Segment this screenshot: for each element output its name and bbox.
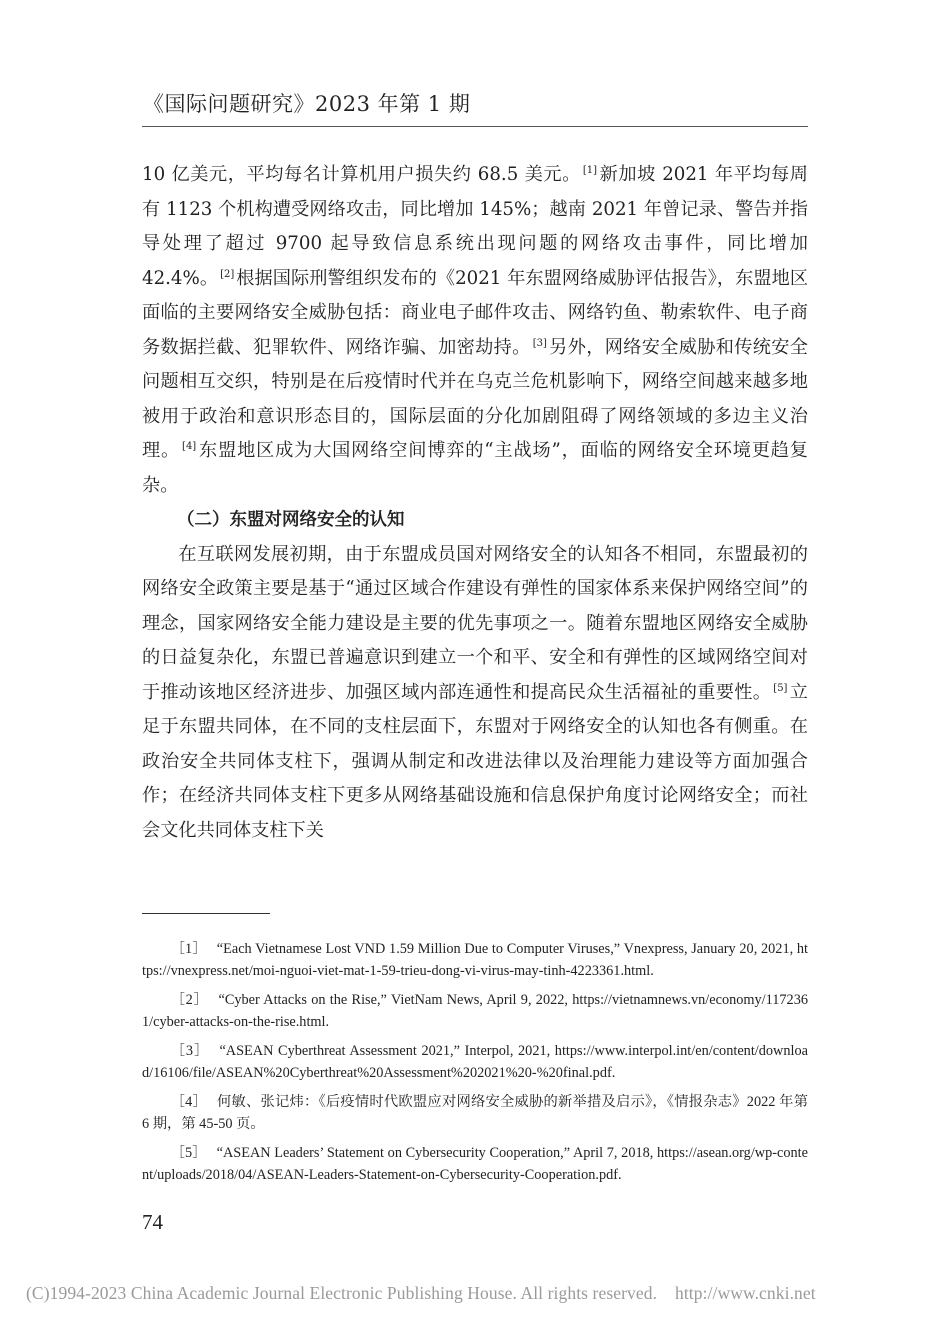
- page-number: 74: [142, 1210, 163, 1234]
- text-span: 立足于东盟共同体，在不同的支柱层面下，东盟对于网络安全的认知也各有侧重。在政治安全共同体支柱下，强调从制定和改进法律以及治理能力建设等方面加强合作；在经济共同体支柱下更多从网络基础设施和信息保护角度讨论网络安全；而社会文化共同体支柱下关: [142, 681, 808, 841]
- footnotes: [142, 938, 808, 1193]
- footnote-text: “Cyber Attacks on the Rise,” VietNam News, April 9, 2022, https://vietnamnews.vn/economy/1172361/cyber-attacks-on-the-rise.html.: [142, 992, 808, 1030]
- footnote-5: [142, 1142, 808, 1186]
- footnote-2: [142, 989, 808, 1033]
- footnote-ref-3[interactable]: [3]: [532, 337, 547, 349]
- footnote-number: ［3］: [170, 1043, 210, 1059]
- paragraph-1: [142, 158, 808, 503]
- section-heading: （二）东盟对网络安全的认知: [177, 510, 405, 530]
- footnote-ref-2[interactable]: [2]: [220, 268, 235, 280]
- footnote-ref-1[interactable]: [1]: [582, 165, 598, 176]
- copyright-watermark: (C)1994-2023 China Academic Journal Electronic Publishing House. All rights reserved. http://www.cnki.net: [26, 1283, 816, 1303]
- footnote-divider: [142, 913, 270, 914]
- footnote-1: [142, 938, 808, 982]
- text-span: 10 亿美元，平均每名计算机用户损失约 68.5 美元。: [142, 164, 581, 185]
- text-span: 东盟地区成为大国网络空间博弈的“主战场”，面临的网络安全环境更趋复杂。: [142, 440, 808, 496]
- footnote-number: ［4］: [170, 1094, 207, 1110]
- footnote-ref-4[interactable]: [4]: [182, 441, 197, 452]
- paragraph-2: [142, 538, 808, 849]
- footnote-ref-5[interactable]: [5]: [773, 682, 788, 694]
- text-span: 根据国际刑警组织发布的《2021 年东盟网络威胁评估报告》，东盟地区面临的主要网络安全威胁包括：商业电子邮件攻击、网络钓鱼、勒索软件、电子商务数据拦截、犯罪软件、网络诈骗、加密劫持。: [142, 267, 809, 358]
- header-divider: [142, 126, 808, 127]
- text-span: 在互联网发展初期，由于东盟成员国对网络安全的认知各不相同，东盟最初的网络安全政策主要是基于“通过区域合作建设有弹性的国家体系来保护网络空间”的理念，国家网络安全能力建设是主要的优先事项之一。随着东盟地区网络安全威胁的日益复杂化，东盟已普遍意识到建立一个和平、安全和有弹性的区域网络空间对于推动该地区经济进步、加强区域内部连通性和提高民众生活福祉的重要性。: [142, 543, 808, 703]
- footnote-4: [142, 1091, 808, 1135]
- footnote-3: [142, 1040, 808, 1084]
- footnote-number: ［1］: [170, 941, 207, 957]
- footnote-number: ［2］: [170, 992, 209, 1008]
- footnote-text: 何敏、张记炜：《后疫情时代欧盟应对网络安全威胁的新举措及启示》，《情报杂志》2022 年第 6 期，第 45-50 页。: [142, 1094, 808, 1132]
- text-span: 新加坡 2021 年平均每周有 1123 个机构遭受网络攻击，同比增加 145%；越南 2021 年曾记录、警告并指导处理了超过 9700 起导致信息系统出现问题的网络攻击事件，同比增加 42.4%。: [142, 164, 808, 289]
- footnote-text: “Each Vietnamese Lost VND 1.59 Million Due to Computer Viruses,” Vnexpress, January 20, 2021, https://vnexpress.net/moi-nguoi-viet-mat-1-59-trieu-dong-vi-virus-may-tinh-4223361.html.: [142, 941, 808, 979]
- journal-header-title: 《国际问题研究》2023 年第 1 期: [143, 92, 471, 116]
- footnote-number: ［5］: [170, 1145, 207, 1161]
- footnote-text: “ASEAN Cyberthreat Assessment 2021,” Interpol, 2021, https://www.interpol.int/en/content/download/16106/file/ASEAN%20Cyberthreat%20Assessment%202021%20-%20final.pdf.: [142, 1043, 808, 1081]
- body-text: [142, 158, 808, 848]
- footnote-text: “ASEAN Leaders’ Statement on Cybersecurity Cooperation,” April 7, 2018, https://asean.org/wp-content/uploads/2018/04/ASEAN-Leaders-Statement-on-Cybersecurity-Cooperation.pdf.: [142, 1145, 808, 1183]
- text-span: 另外，网络安全威胁和传统安全问题相互交织，特别是在后疫情时代并在乌克兰危机影响下，网络空间越来越多地被用于政治和意识形态目的，国际层面的分化加剧阻碍了网络领域的多边主义治理。: [142, 336, 808, 461]
